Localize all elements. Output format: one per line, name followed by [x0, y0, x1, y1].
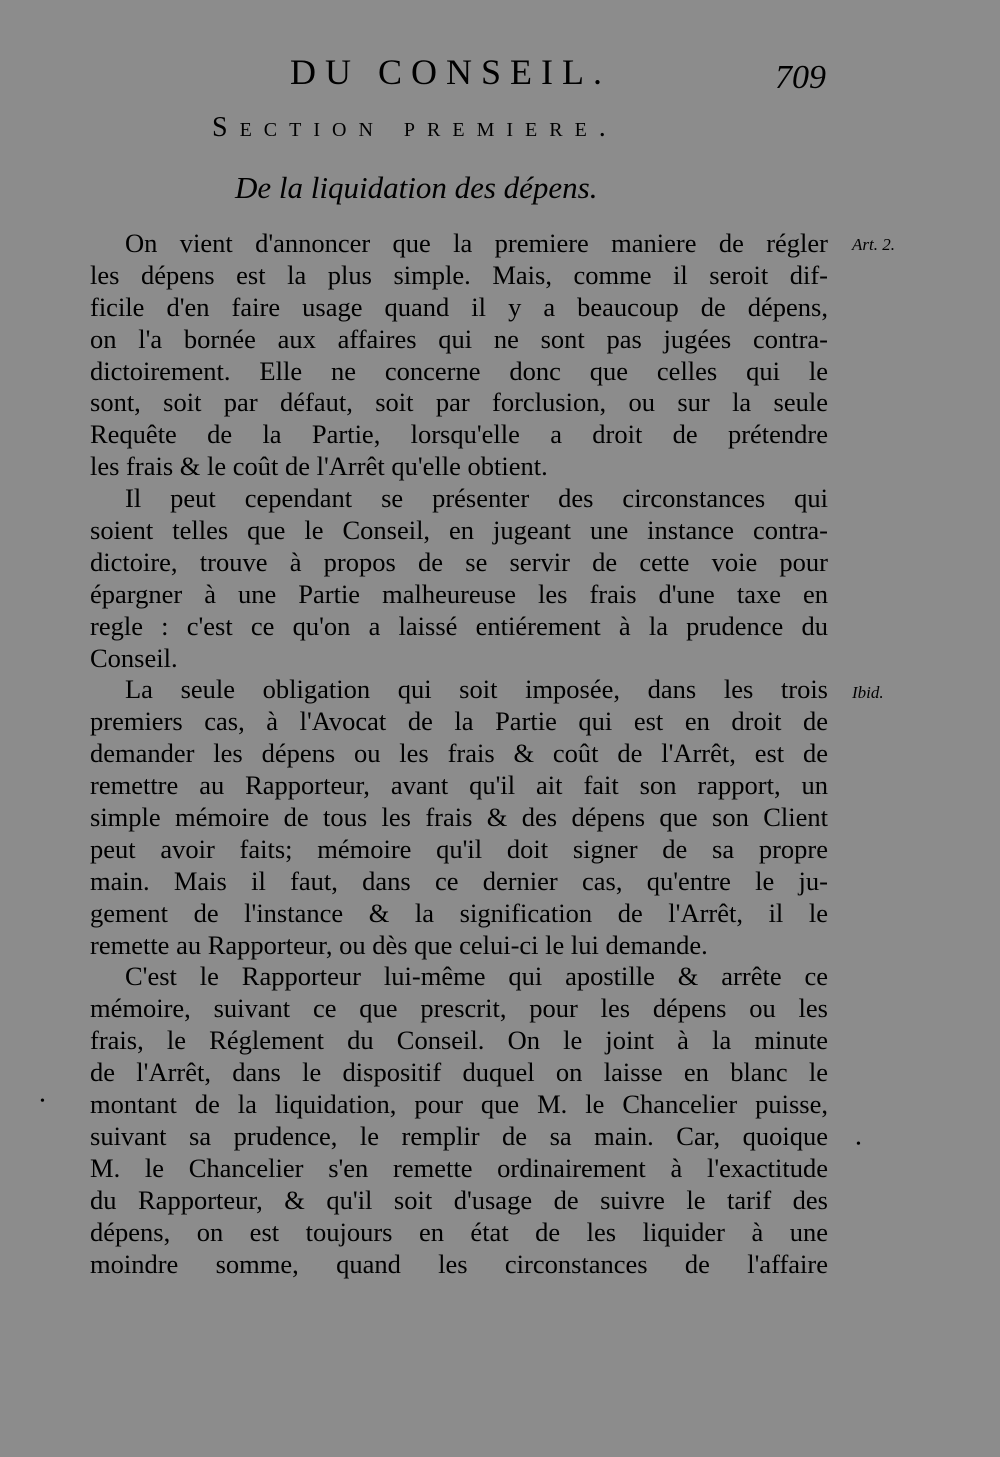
- text-line: remette au Rapporteur, ou dès que celui-ci le lui demande.: [90, 929, 708, 960]
- text-line: moindre somme, quand les circonstances de l'affaire: [90, 1248, 828, 1279]
- section-heading: Section premiere.: [212, 112, 618, 143]
- text-line: ficile d'en faire usage quand il y a beaucoup de dépens,: [90, 291, 828, 322]
- text-line: Il peut cependant se présenter des circonstances qui: [125, 483, 828, 514]
- body-text: [90, 228, 828, 1280]
- text-line: gement de l'instance & la signification de l'Arrêt, il le: [90, 897, 828, 928]
- page-number: 709: [775, 59, 826, 96]
- text-line: dictoirement. Elle ne concerne donc que celles qui le: [90, 355, 828, 386]
- text-line: M. le Chancelier s'en remette ordinairement à l'exactitude: [90, 1152, 828, 1183]
- text-line: C'est le Rapporteur lui-même qui apostille & arrête ce: [125, 961, 828, 992]
- text-line: Conseil.: [90, 642, 178, 673]
- text-line: suivant sa prudence, le remplir de sa main. Car, quoique: [90, 1120, 828, 1151]
- text-line: on l'a bornée aux affaires qui ne sont pas jugées contra-: [90, 323, 828, 354]
- margin-note-ibid: Ibid.: [852, 683, 884, 702]
- text-line: premiers cas, à l'Avocat de la Partie qui est en droit de: [90, 706, 828, 737]
- subsection-title: De la liquidation des dépens.: [235, 170, 598, 205]
- margin-note-art: Art. 2.: [852, 235, 895, 254]
- ink-speck: •: [856, 1137, 861, 1152]
- text-line: dictoire, trouve à propos de se servir de cette voie pour: [90, 546, 828, 577]
- text-line: épargner à une Partie malheureuse les frais d'une taxe en: [90, 578, 828, 609]
- text-line: soient telles que le Conseil, en jugeant une instance contra-: [90, 515, 828, 546]
- text-line: mémoire, suivant ce que prescrit, pour les dépens ou les: [90, 993, 828, 1024]
- text-line: regle : c'est ce qu'on a laissé entiérement à la prudence du: [90, 610, 828, 641]
- text-line: de l'Arrêt, dans le dispositif duquel on laisse en blanc le: [90, 1057, 828, 1088]
- text-line: On vient d'annoncer que la premiere maniere de régler: [125, 228, 828, 258]
- text-line: demander les dépens ou les frais & coût de l'Arrêt, est de: [90, 738, 828, 769]
- text-line: Requête de la Partie, lorsqu'elle a droit de prétendre: [90, 419, 828, 450]
- text-line: montant de la liquidation, pour que M. le Chancelier puisse,: [90, 1089, 828, 1120]
- text-line: La seule obligation qui soit imposée, dans les trois: [125, 674, 828, 705]
- ink-speck: •: [40, 1094, 45, 1109]
- text-line: les frais & le coût de l'Arrêt qu'elle obtient.: [90, 451, 548, 482]
- text-line: main. Mais il faut, dans ce dernier cas, qu'entre le ju-: [90, 865, 828, 896]
- text-line: remettre au Rapporteur, avant qu'il ait fait son rapport, un: [90, 770, 828, 801]
- text-line: les dépens est la plus simple. Mais, comme il seroit dif-: [90, 259, 828, 290]
- text-line: frais, le Réglement du Conseil. On le joint à la minute: [90, 1025, 828, 1056]
- text-line: peut avoir faits; mémoire qu'il doit signer de sa propre: [90, 833, 828, 864]
- text-line: du Rapporteur, & qu'il soit d'usage de suivre le tarif des: [90, 1184, 828, 1215]
- text-line: sont, soit par défaut, soit par forclusion, ou sur la seule: [90, 387, 828, 418]
- text-line: dépens, on est toujours en état de les liquider à une: [90, 1216, 828, 1247]
- running-title: DU CONSEIL.: [290, 52, 611, 92]
- text-line: simple mémoire de tous les frais & des dépens que son Client: [90, 802, 828, 833]
